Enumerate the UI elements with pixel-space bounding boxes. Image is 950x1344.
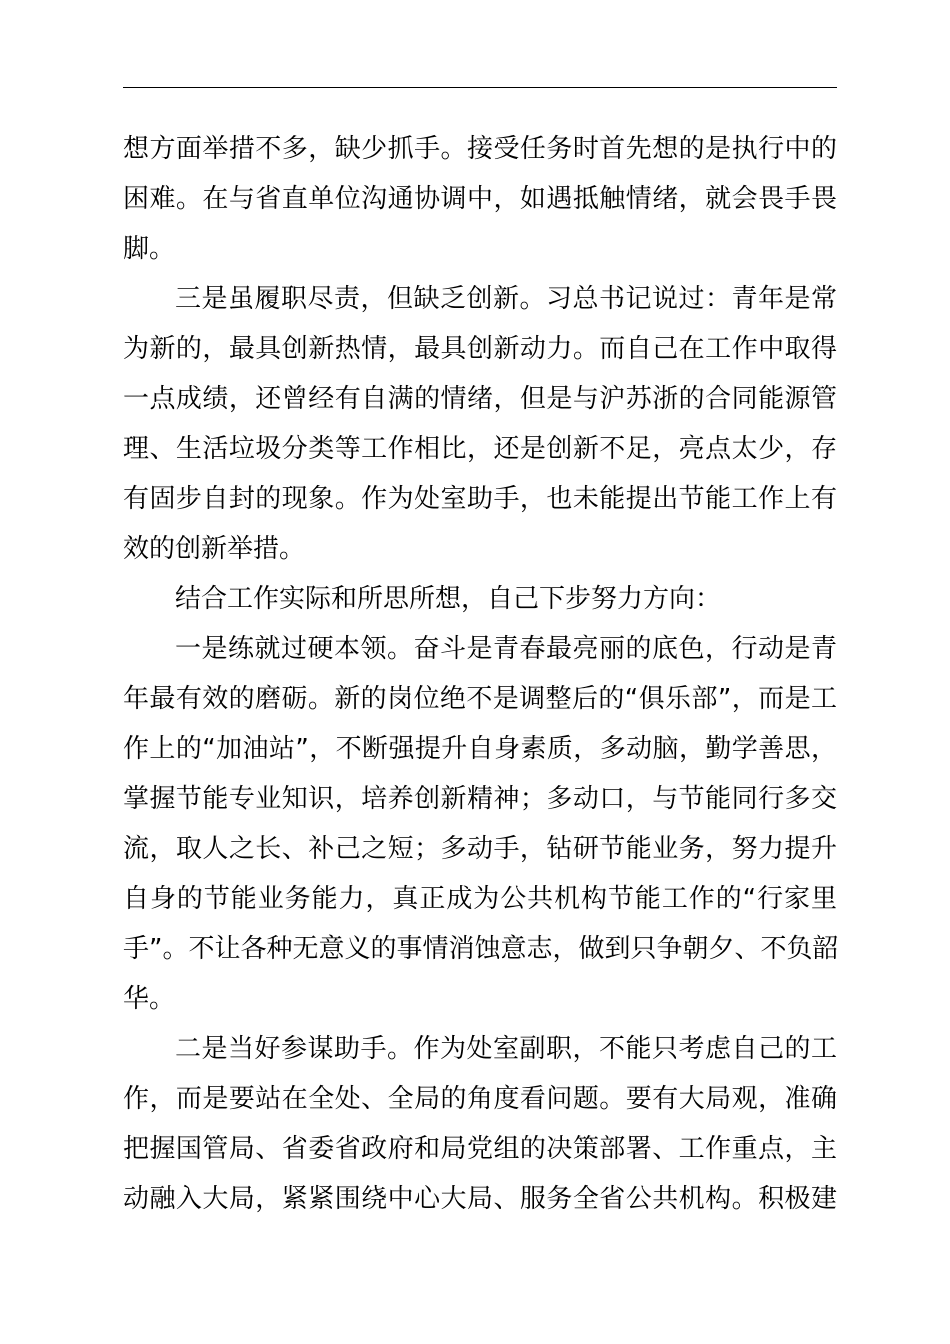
text-line: 华。 — [123, 984, 176, 1014]
text-line: 脚。 — [123, 234, 176, 264]
text-line: 效的创新举措。 — [123, 534, 306, 564]
document-body — [123, 124, 837, 1224]
text-line: 作上的“加油站”，不断强提升自身素质，多动脑，勤学善思， — [123, 734, 837, 764]
text-line: 手”。不让各种无意义的事情消蚀意志，做到只争朝夕、不负韶 — [123, 934, 839, 964]
text-line: 理、生活垃圾分类等工作相比，还是创新不足，亮点太少，存 — [123, 434, 837, 464]
text-line: 想方面举措不多，缺少抓手。接受任务时首先想的是执行中的 — [123, 134, 837, 164]
text-line: 自身的节能业务能力，真正成为公共机构节能工作的“行家里 — [123, 884, 837, 914]
text-line: 为新的，最具创新热情，最具创新动力。而自己在工作中取得 — [123, 334, 837, 364]
text-line: 把握国管局、省委省政府和局党组的决策部署、工作重点，主 — [123, 1134, 837, 1164]
text-line: 困难。在与省直单位沟通协调中，如遇抵触情绪，就会畏手畏 — [123, 184, 837, 214]
text-line: 一是练就过硬本领。奋斗是青春最亮丽的底色，行动是青 — [175, 634, 837, 664]
text-line: 年最有效的磨砺。新的岗位绝不是调整后的“俱乐部”，而是工 — [123, 684, 837, 714]
text-line: 有固步自封的现象。作为处室助手，也未能提出节能工作上有 — [123, 484, 837, 514]
text-line: 三是虽履职尽责，但缺乏创新。习总书记说过：青年是常 — [175, 284, 837, 314]
text-line: 流，取人之长、补己之短；多动手，钻研节能业务，努力提升 — [123, 834, 837, 864]
header-rule — [123, 87, 837, 88]
text-line: 掌握节能专业知识，培养创新精神；多动口，与节能同行多交 — [123, 784, 837, 814]
text-line: 结合工作实际和所思所想，自己下步努力方向： — [175, 584, 722, 614]
text-line: 作，而是要站在全处、全局的角度看问题。要有大局观，准确 — [123, 1084, 837, 1114]
text-line: 动融入大局，紧紧围绕中心大局、服务全省公共机构。积极建 — [123, 1184, 837, 1214]
text-line: 一点成绩，还曾经有自满的情绪，但是与沪苏浙的合同能源管 — [123, 384, 837, 414]
text-line: 二是当好参谋助手。作为处室副职，不能只考虑自己的工 — [175, 1034, 837, 1064]
